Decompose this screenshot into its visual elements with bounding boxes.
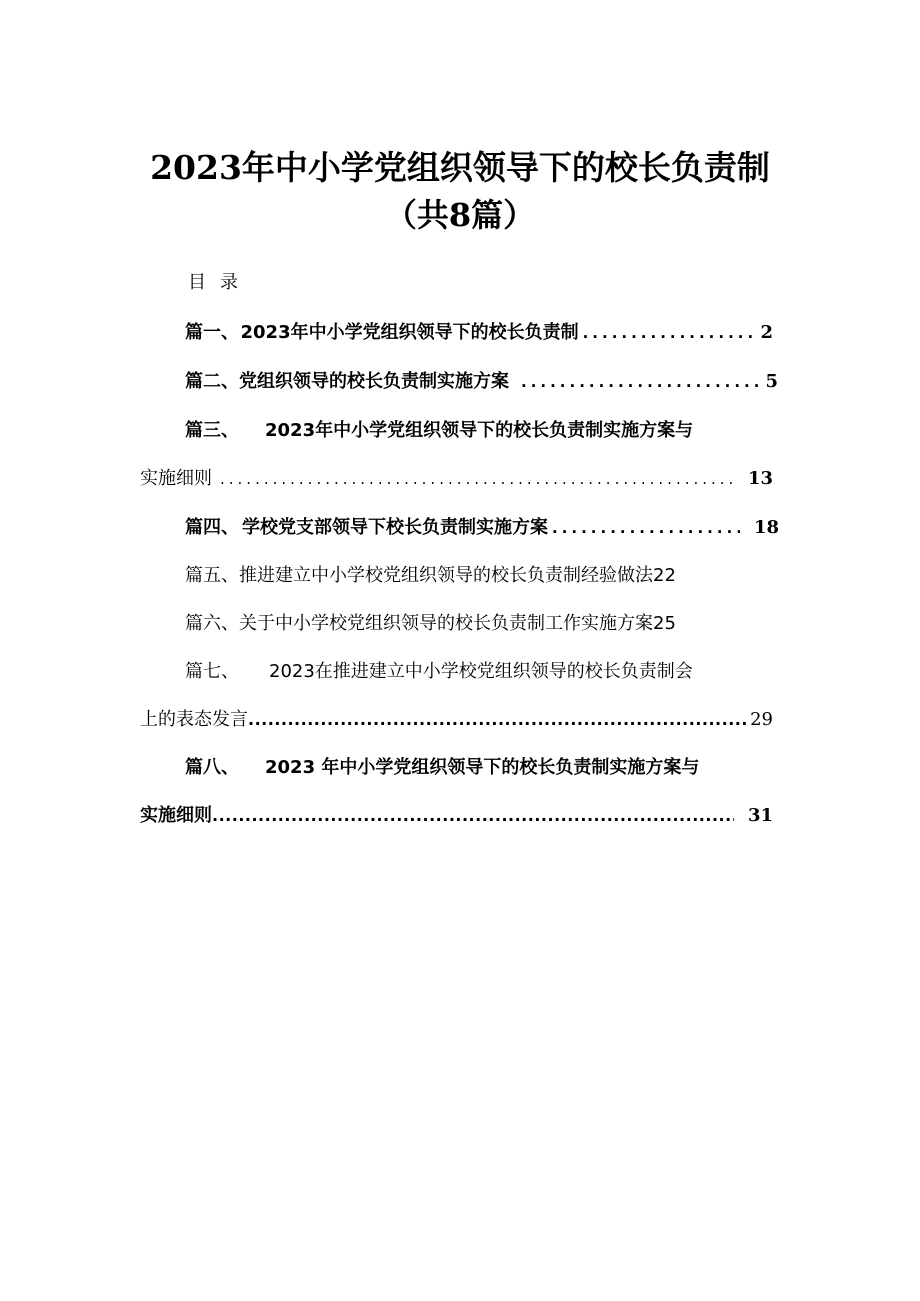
toc-entry-prefix: 篇二、 xyxy=(185,371,239,392)
toc-entry-2[interactable] xyxy=(185,367,778,393)
toc-entry-3[interactable] xyxy=(185,416,785,442)
toc-leader-dots xyxy=(212,806,734,825)
toc-entry-page: 18 xyxy=(753,517,779,538)
toc-entry-prefix: 篇三、 xyxy=(185,420,239,441)
toc-entry-prefix: 篇一、 xyxy=(185,322,239,343)
toc-entry-title: 关于中小学校党组织领导的校长负责制工作实施方案 xyxy=(239,613,653,634)
document-title-count: （共8篇） xyxy=(384,196,536,234)
toc-entry-page: 22 xyxy=(653,565,676,586)
toc-leader-dots xyxy=(552,519,740,537)
toc-entry-3-cont[interactable] xyxy=(140,464,773,490)
toc-entry-page: 31 xyxy=(747,805,773,826)
toc-entry-title: 2023年中小学党组织领导下的校长负责制实施方案与 xyxy=(265,420,694,441)
toc-entry-page: 13 xyxy=(747,468,773,489)
toc-entry-page: 5 xyxy=(765,371,778,392)
toc-entry-title: 党组织领导的校长负责制实施方案 xyxy=(239,371,509,392)
toc-entry-title: 2023在推进建立中小学校党组织领导的校长负责制会 xyxy=(269,661,693,682)
toc-entry-1[interactable] xyxy=(185,318,773,344)
toc-entry-title-continued: 实施细则 xyxy=(140,805,212,826)
toc-entry-page: 2 xyxy=(760,322,773,343)
toc-entry-title: 2023年中小学党组织领导下的校长负责制 xyxy=(240,322,579,343)
toc-entry-title: 学校党支部领导下校长负责制实施方案 xyxy=(242,517,548,538)
toc-leader-dots xyxy=(248,710,748,729)
toc-entry-8-cont[interactable] xyxy=(140,801,773,827)
toc-entry-title: 推进建立中小学校党组织领导的校长负责制经验做法 xyxy=(239,565,653,586)
toc-entry-title-continued: 实施细则 xyxy=(140,468,212,489)
toc-entry-5[interactable] xyxy=(185,561,785,587)
toc-heading: 目录 xyxy=(188,272,252,293)
toc-entry-prefix: 篇八、 xyxy=(185,757,239,778)
toc-leader-dots xyxy=(521,373,761,391)
toc-entry-prefix: 篇五、 xyxy=(185,565,239,586)
toc-entry-title-continued: 上的表态发言 xyxy=(140,709,248,730)
document-title: 2023年中小学党组织领导下的校长负责制 xyxy=(150,148,770,187)
toc-entry-7-cont[interactable] xyxy=(140,705,773,731)
toc-entry-7[interactable] xyxy=(185,657,785,683)
toc-entry-page: 25 xyxy=(653,613,676,634)
toc-entry-8[interactable] xyxy=(185,753,785,779)
toc-entry-page: 29 xyxy=(750,709,773,730)
toc-entry-title: 2023 年中小学党组织领导下的校长负责制实施方案与 xyxy=(265,757,700,778)
toc-leader-dots xyxy=(220,470,734,488)
toc-entry-prefix: 篇七、 xyxy=(185,661,239,682)
toc-leader-dots xyxy=(583,324,757,342)
toc-entry-6[interactable] xyxy=(185,609,785,635)
toc-entry-4[interactable] xyxy=(185,513,779,539)
toc-entry-prefix: 篇四、 xyxy=(185,517,239,538)
toc-entry-prefix: 篇六、 xyxy=(185,613,239,634)
